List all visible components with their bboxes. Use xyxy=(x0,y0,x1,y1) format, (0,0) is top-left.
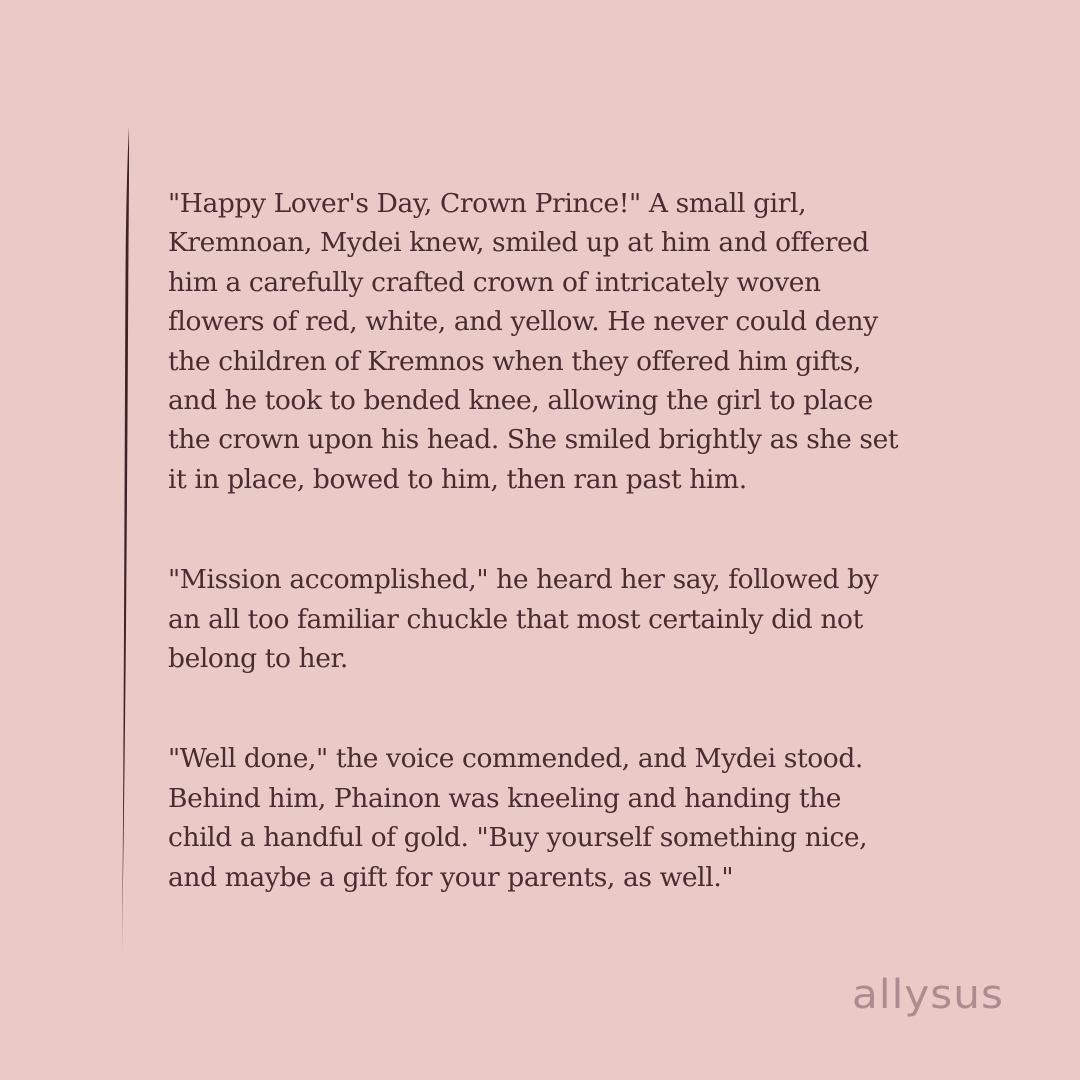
brush-stroke-divider xyxy=(110,125,140,955)
text-line: child a handful of gold. "Buy yourself something nice, xyxy=(168,822,868,854)
text-line: Kremnoan, Mydei knew, smiled up at him and offered xyxy=(168,227,869,259)
text-line: "Happy Lover's Day, Crown Prince!" A small girl, xyxy=(168,188,807,219)
brand-logo xyxy=(852,970,1008,1018)
paragraph-3 xyxy=(168,739,988,897)
text-line: him a carefully crafted crown of intricately woven xyxy=(168,266,821,298)
text-line: it in place, bowed to him, then ran past him. xyxy=(168,463,747,495)
text-line: and he took to bended knee, allowing the girl to place xyxy=(168,385,873,417)
paragraph-1 xyxy=(168,184,988,499)
story-text xyxy=(168,184,988,897)
text-line: belong to her. xyxy=(168,643,348,675)
text-line: Behind him, Phainon was kneeling and handing the xyxy=(168,782,842,814)
paragraph-2 xyxy=(168,560,988,678)
text-line: flowers of red, white, and yellow. He never could deny xyxy=(168,306,878,338)
text-line: the crown upon his head. She smiled brightly as she set xyxy=(168,424,899,456)
brand-logo-text: allysus xyxy=(852,972,1004,1018)
text-line: "Mission accomplished," he heard her say, followed by xyxy=(168,564,879,596)
text-line: "Well done," the voice commended, and Mydei stood. xyxy=(168,743,863,775)
text-line: an all too familiar chuckle that most certainly did not xyxy=(168,603,863,635)
text-line: the children of Kremnos when they offered him gifts, xyxy=(168,345,861,377)
text-line: and maybe a gift for your parents, as well." xyxy=(168,861,734,893)
